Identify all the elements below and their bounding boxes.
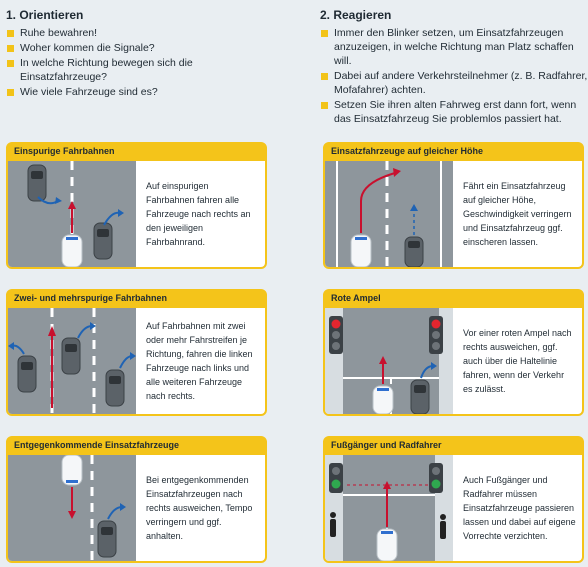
bullet-list [320,26,588,126]
road-illustration [8,308,136,414]
section-title: 2. Reagieren [320,8,392,22]
car-gray [94,223,112,259]
list-item: Ruhe bewahren! [6,26,276,40]
road-scene [325,161,453,267]
card-fussgaenger [323,436,584,563]
card-title: Einspurige Fahrbahnen [14,146,115,156]
car-gray [106,370,124,406]
list-item: Setzen Sie ihren alten Fahrweg erst dann fort, wenn das Einsatzfahrzeug Sie problemlos passiert hat. [320,98,588,126]
car-gray [405,237,423,267]
road-illustration [8,161,136,267]
car-gray [62,338,80,374]
card-einspurig [6,142,267,269]
list-item: Woher kommen die Signale? [6,41,276,55]
card-text: Auf Fahrbahnen mit zwei oder mehr Fahrstreifen je Richtung, fahren die linken Fahrzeuge nach links und alle weiteren Fahrzeuge nach rechts. [146,321,253,401]
road-scene [8,455,136,561]
road-scene [8,308,136,414]
bullet-list [6,26,276,99]
card-title: Entgegenkommende Einsatzfahrzeuge [14,440,180,450]
section-title: 1. Orientieren [6,8,84,22]
car-gray [98,521,116,557]
road-illustration [8,455,136,561]
card-title: Zwei- und mehrspurige Fahrbahnen [14,293,168,303]
emergency-car [377,529,397,561]
card-text: Auch Fußgänger und Radfahrer müssen Einsatzfahrzeuge passieren lassen und dabei auf eigene Vorrechte verzichten. [463,475,576,541]
road-illustration [325,161,453,267]
list-item: Wie viele Fahrzeuge sind es? [6,85,276,99]
card-text: Fährt ein Einsatzfahrzeug auf gleicher Höhe, Geschwindigkeit verringern und Einsatzfahrzeug ggf. einscheren lassen. [463,181,572,247]
card-text: Vor einer roten Ampel nach rechts ausweichen, ggf. auch über die Haltelinie fahren, wenn der Verkehr es zulässt. [463,328,572,394]
car-gray [28,165,46,201]
road-illustration [325,308,453,414]
list-item: In welche Richtung bewegen sich die Einsatzfahrzeuge? [6,56,276,84]
road-scene [325,308,453,414]
road-illustration [325,455,453,561]
list-item: Dabei auf andere Verkehrsteilnehmer (z. B. Radfahrer, Mofafahrer) achten. [320,69,588,97]
traffic-light-icon [329,316,343,354]
list-item: Immer den Blinker setzen, um Einsatzfahrzeugen anzuzeigen, in welche Richtung man Platz schaffen will. [320,26,588,68]
car-gray [411,380,429,414]
card-text: Auf einspurigen Fahrbahnen fahren alle Fahrzeuge nach rechts an den jeweiligen Fahrbahnrand. [146,181,251,247]
emergency-car [62,235,82,267]
card-mehrspurig [6,289,267,416]
section-reagieren [320,8,588,127]
pedestrian-light-icon [429,463,443,493]
emergency-car [373,386,393,414]
car-gray [18,356,36,392]
card-text: Bei entgegenkommenden Einsatzfahrzeugen nach rechts ausweichen, Tempo verringern und ggf. anhalten. [146,475,253,541]
section-orientieren [6,8,276,100]
road-scene [8,161,136,267]
pedestrian-light-icon [329,463,343,493]
card-rote-ampel [323,289,584,416]
card-title: Einsatzfahrzeuge auf gleicher Höhe [331,146,484,156]
pedestrian-icon [330,512,336,537]
card-title: Rote Ampel [331,293,381,303]
card-gleiche-hoehe [323,142,584,269]
emergency-car [62,455,82,485]
card-entgegen [6,436,267,563]
pedestrian-icon [440,514,446,539]
emergency-car [351,235,371,267]
traffic-light-icon [429,316,443,354]
card-title: Fußgänger und Radfahrer [331,440,442,450]
road-scene [325,455,453,561]
